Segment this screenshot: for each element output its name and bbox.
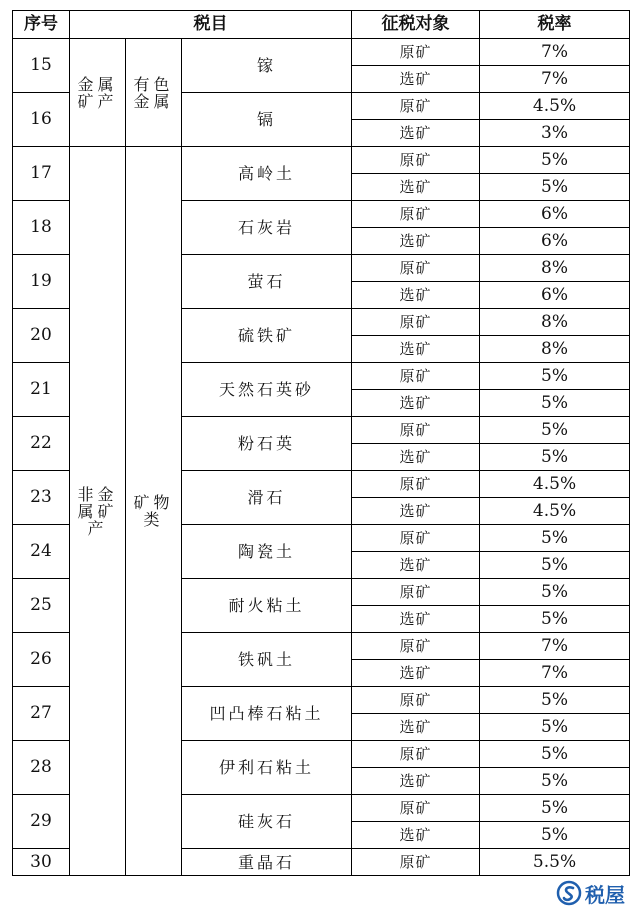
rate-raw-ore: 6% xyxy=(480,201,630,228)
tax-item: 伊利石粘土 xyxy=(182,741,352,795)
tax-object-raw-ore: 原矿 xyxy=(352,309,480,336)
rate-processed-ore: 8% xyxy=(480,336,630,363)
rate-processed-ore: 7% xyxy=(480,66,630,93)
rate-processed-ore: 5% xyxy=(480,606,630,633)
subcategory-nonferrous-metal: 有色金属 xyxy=(126,39,182,147)
rate-raw-ore: 5.5% xyxy=(480,849,630,876)
rate-raw-ore: 5% xyxy=(480,363,630,390)
tax-object-raw-ore: 原矿 xyxy=(352,579,480,606)
tax-object-processed-ore: 选矿 xyxy=(352,336,480,363)
tax-object-raw-ore: 原矿 xyxy=(352,255,480,282)
category-nonmetal-ore: 非金属矿产 xyxy=(70,147,126,876)
tax-item: 镓 xyxy=(182,39,352,93)
serial-no: 27 xyxy=(13,687,70,741)
tax-object-raw-ore: 原矿 xyxy=(352,363,480,390)
tax-item: 萤石 xyxy=(182,255,352,309)
tax-object-raw-ore: 原矿 xyxy=(352,471,480,498)
tax-object-processed-ore: 选矿 xyxy=(352,498,480,525)
serial-no: 26 xyxy=(13,633,70,687)
rate-processed-ore: 3% xyxy=(480,120,630,147)
tax-object-raw-ore: 原矿 xyxy=(352,201,480,228)
tax-object-processed-ore: 选矿 xyxy=(352,174,480,201)
rate-raw-ore: 5% xyxy=(480,525,630,552)
tax-object-raw-ore: 原矿 xyxy=(352,849,480,876)
tax-object-processed-ore: 选矿 xyxy=(352,606,480,633)
rate-raw-ore: 8% xyxy=(480,309,630,336)
mineral-tax-rate-table xyxy=(12,10,630,876)
category-metal-ore: 金属矿产 xyxy=(70,39,126,147)
tax-object-processed-ore: 选矿 xyxy=(352,552,480,579)
header-tax-rate: 税率 xyxy=(480,11,630,39)
header-row xyxy=(13,11,630,39)
shuiwu-logo-icon xyxy=(556,880,582,906)
tax-object-raw-ore: 原矿 xyxy=(352,525,480,552)
rate-processed-ore: 6% xyxy=(480,228,630,255)
rate-processed-ore: 5% xyxy=(480,552,630,579)
header-tax-item: 税目 xyxy=(70,11,352,39)
rate-raw-ore: 7% xyxy=(480,39,630,66)
tax-item: 耐火粘土 xyxy=(182,579,352,633)
tax-object-processed-ore: 选矿 xyxy=(352,822,480,849)
serial-no: 23 xyxy=(13,471,70,525)
rate-processed-ore: 5% xyxy=(480,768,630,795)
tax-item: 铁矾土 xyxy=(182,633,352,687)
tax-object-processed-ore: 选矿 xyxy=(352,444,480,471)
rate-raw-ore: 5% xyxy=(480,741,630,768)
tax-object-processed-ore: 选矿 xyxy=(352,228,480,255)
serial-no: 21 xyxy=(13,363,70,417)
tax-object-processed-ore: 选矿 xyxy=(352,282,480,309)
rate-raw-ore: 5% xyxy=(480,147,630,174)
rate-processed-ore: 4.5% xyxy=(480,498,630,525)
tax-object-processed-ore: 选矿 xyxy=(352,120,480,147)
tax-object-processed-ore: 选矿 xyxy=(352,660,480,687)
tax-object-processed-ore: 选矿 xyxy=(352,768,480,795)
header-tax-object: 征税对象 xyxy=(352,11,480,39)
rate-processed-ore: 5% xyxy=(480,390,630,417)
rate-raw-ore: 5% xyxy=(480,687,630,714)
rate-processed-ore: 5% xyxy=(480,174,630,201)
serial-no: 28 xyxy=(13,741,70,795)
serial-no: 29 xyxy=(13,795,70,849)
serial-no: 20 xyxy=(13,309,70,363)
rate-processed-ore: 5% xyxy=(480,822,630,849)
tax-item: 天然石英砂 xyxy=(182,363,352,417)
tax-object-processed-ore: 选矿 xyxy=(352,714,480,741)
rate-processed-ore: 6% xyxy=(480,282,630,309)
watermark-text: 税屋 xyxy=(585,882,625,907)
rate-raw-ore: 4.5% xyxy=(480,471,630,498)
serial-no: 22 xyxy=(13,417,70,471)
rate-raw-ore: 5% xyxy=(480,417,630,444)
tax-item: 滑石 xyxy=(182,471,352,525)
serial-no: 30 xyxy=(13,849,70,876)
tax-object-processed-ore: 选矿 xyxy=(352,66,480,93)
serial-no: 19 xyxy=(13,255,70,309)
rate-processed-ore: 7% xyxy=(480,660,630,687)
subcategory-mineral: 矿物类 xyxy=(126,147,182,876)
tax-object-raw-ore: 原矿 xyxy=(352,741,480,768)
tax-object-raw-ore: 原矿 xyxy=(352,417,480,444)
rate-raw-ore: 7% xyxy=(480,633,630,660)
rate-processed-ore: 5% xyxy=(480,714,630,741)
serial-no: 25 xyxy=(13,579,70,633)
tax-object-raw-ore: 原矿 xyxy=(352,687,480,714)
rate-raw-ore: 4.5% xyxy=(480,93,630,120)
tax-object-raw-ore: 原矿 xyxy=(352,39,480,66)
tax-object-raw-ore: 原矿 xyxy=(352,795,480,822)
tax-object-raw-ore: 原矿 xyxy=(352,147,480,174)
watermark xyxy=(556,878,640,908)
tax-item: 硅灰石 xyxy=(182,795,352,849)
serial-no: 24 xyxy=(13,525,70,579)
table-row xyxy=(13,147,630,174)
table-row xyxy=(13,39,630,66)
tax-object-raw-ore: 原矿 xyxy=(352,633,480,660)
tax-object-processed-ore: 选矿 xyxy=(352,390,480,417)
tax-item: 凹凸棒石粘土 xyxy=(182,687,352,741)
tax-item: 重晶石 xyxy=(182,849,352,876)
tax-item: 镉 xyxy=(182,93,352,147)
table-body xyxy=(13,39,630,876)
tax-item: 高岭土 xyxy=(182,147,352,201)
tax-item: 粉石英 xyxy=(182,417,352,471)
header-serial-no: 序号 xyxy=(13,11,70,39)
serial-no: 15 xyxy=(13,39,70,93)
tax-item: 陶瓷土 xyxy=(182,525,352,579)
serial-no: 16 xyxy=(13,93,70,147)
tax-item: 硫铁矿 xyxy=(182,309,352,363)
serial-no: 18 xyxy=(13,201,70,255)
tax-item: 石灰岩 xyxy=(182,201,352,255)
serial-no: 17 xyxy=(13,147,70,201)
tax-object-raw-ore: 原矿 xyxy=(352,93,480,120)
rate-raw-ore: 5% xyxy=(480,795,630,822)
rate-processed-ore: 5% xyxy=(480,444,630,471)
rate-raw-ore: 5% xyxy=(480,579,630,606)
rate-raw-ore: 8% xyxy=(480,255,630,282)
